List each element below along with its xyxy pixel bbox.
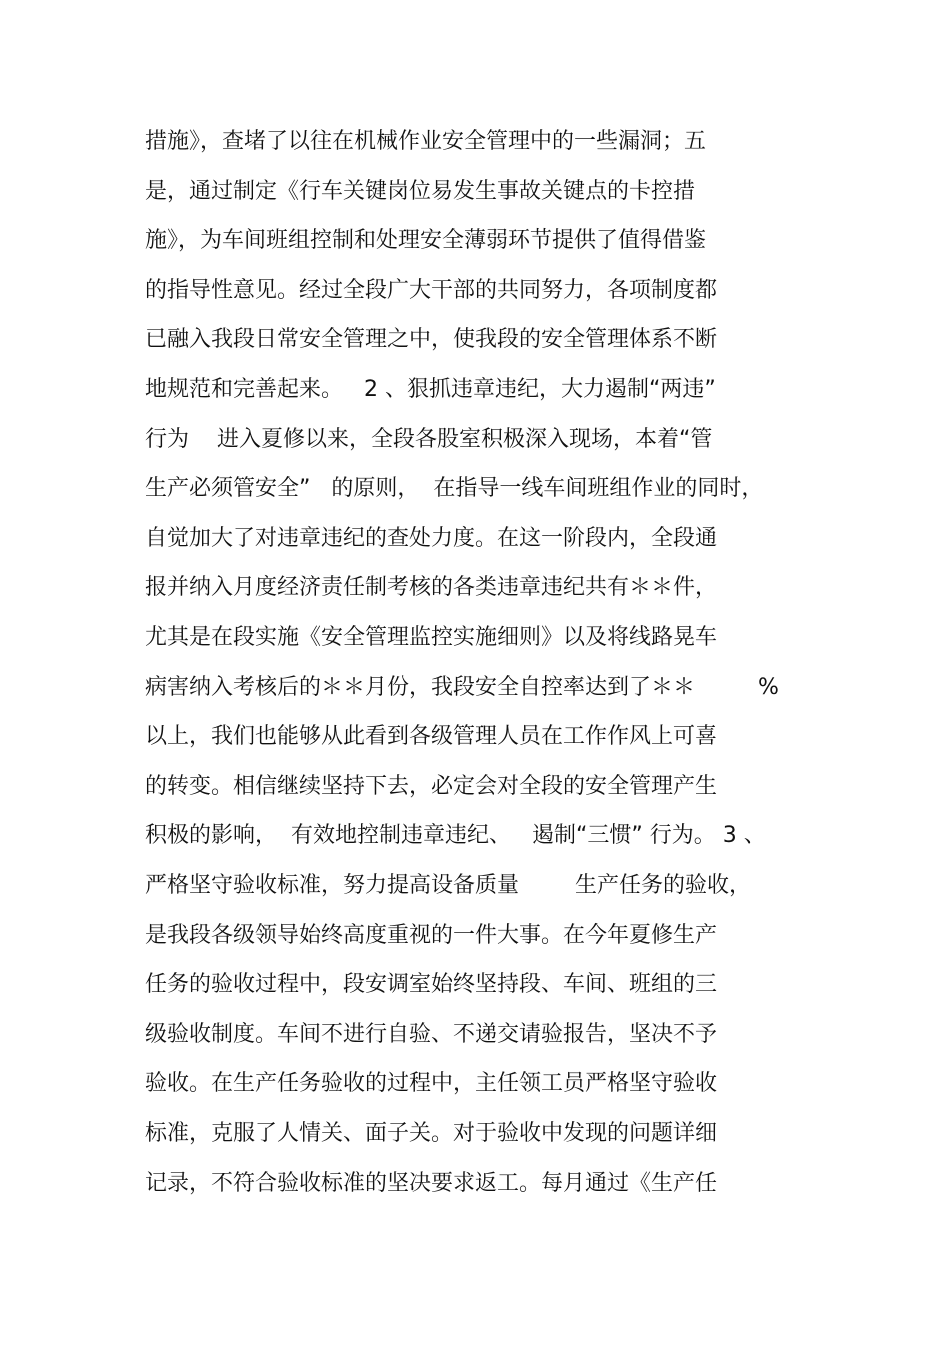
- text-line: 是，通过制定《行车关键岗位易发生事故关键点的卡控措: [145, 179, 696, 204]
- text-line: 标准，克服了人情关、面子关。对于验收中发现的问题详细: [145, 1121, 718, 1146]
- text-line: 积极的影响， 有效地控制违章违纪、 遏制“三惯” 行为。 3 、: [145, 823, 766, 848]
- text-line: 是我段各级领导始终高度重视的一件大事。在今年夏修生产: [145, 923, 718, 948]
- text-line: 以上，我们也能够从此看到各级管理人员在工作作风上可喜: [145, 724, 718, 749]
- text-line: 任务的验收过程中，段安调室始终坚持段、车间、班组的三: [145, 972, 718, 997]
- text-line: 地规范和完善起来。 2 、狠抓违章违纪，大力遏制“两违”: [145, 377, 716, 402]
- text-line: 已融入我段日常安全管理之中，使我段的安全管理体系不断: [145, 327, 718, 352]
- text-line: 尤其是在段实施《安全管理监控实施细则》以及将线路晃车: [145, 625, 718, 650]
- text-line: 级验收制度。车间不进行自验、不递交请验报告，坚决不予: [145, 1022, 718, 1047]
- text-line: 的指导性意见。经过全段广大干部的共同努力，各项制度都: [145, 278, 718, 303]
- text-line: 严格坚守验收标准，努力提高设备质量 生产任务的验收，: [145, 873, 751, 898]
- text-line: 施》，为车间班组控制和处理安全薄弱环节提供了值得借鉴: [145, 228, 707, 253]
- text-line: 生产必须管安全” 的原则， 在指导一线车间班组作业的同时，: [145, 476, 764, 501]
- text-line: 报并纳入月度经济责任制考核的各类违章违纪共有＊＊件，: [145, 575, 718, 600]
- text-line: 记录，不符合验收标准的坚决要求返工。每月通过《生产任: [145, 1171, 718, 1196]
- text-line: 措施》，查堵了以往在机械作业安全管理中的一些漏洞；五: [145, 129, 707, 154]
- text-line: 验收。在生产任务验收的过程中，主任领工员严格坚守验收: [145, 1071, 718, 1096]
- text-line: 的转变。相信继续坚持下去，必定会对全段的安全管理产生: [145, 774, 718, 799]
- text-line: 行为 进入夏修以来，全段各股室积极深入现场，本着“管: [145, 427, 713, 452]
- text-line: 病害纳入考核后的＊＊月份，我段安全自控率达到了＊＊ %: [145, 675, 779, 700]
- text-line: 自觉加大了对违章违纪的查处力度。在这一阶段内，全段通: [145, 526, 718, 551]
